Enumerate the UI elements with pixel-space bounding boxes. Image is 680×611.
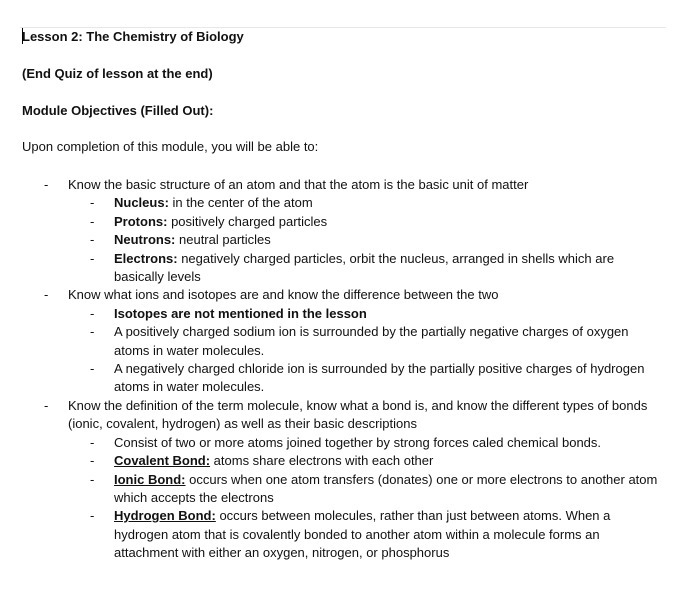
sub-list: [68, 194, 662, 286]
description: positively charged particles: [167, 213, 328, 229]
objective-text: Know what ions and isotopes are and know the difference between the two: [68, 287, 499, 303]
description: negatively charged particles, orbit the nucleus, arranged in shells which are basically levels: [114, 250, 615, 285]
description: Consist of two or more atoms joined together by strong forces caled chemical bonds.: [114, 434, 602, 450]
lesson-subtitle: (End Quiz of lesson at the end): [22, 66, 213, 81]
term: Covalent Bond:: [114, 453, 211, 469]
term: Ionic Bond:: [114, 471, 186, 487]
objective-text: Know the basic structure of an atom and that the atom is the basic unit of matter: [68, 177, 529, 192]
sub-item: [68, 305, 662, 323]
objective-item: [22, 286, 662, 396]
sub-item: [68, 231, 662, 249]
bullet-dash: -: [90, 195, 95, 211]
bullet-dash: -: [90, 305, 95, 321]
description: neutral particles: [175, 232, 271, 248]
document-page[interactable]: [22, 29, 662, 563]
bullet-dash: -: [44, 177, 49, 192]
bullet-dash: -: [90, 508, 95, 524]
bullet-dash: -: [90, 361, 95, 377]
bullet-dash: -: [90, 434, 95, 450]
bullet-dash: -: [90, 232, 95, 248]
sub-item: [68, 213, 662, 231]
lesson-title: Lesson 2: The Chemistry of Biology: [22, 29, 244, 44]
objectives-list: [22, 176, 662, 563]
objectives-heading: Module Objectives (Filled Out):: [22, 103, 214, 118]
bullet-dash: -: [90, 471, 95, 487]
bullet-dash: -: [44, 397, 49, 413]
bullet-dash: -: [90, 324, 95, 340]
term: Hydrogen Bond:: [114, 508, 216, 524]
intro-text: Upon completion of this module, you will be able to:: [22, 139, 319, 154]
sub-item: [68, 323, 662, 360]
objective-item: [22, 176, 662, 286]
term: Neutrons:: [114, 232, 176, 248]
bullet-dash: -: [90, 250, 95, 266]
sub-item: [68, 507, 662, 562]
description: in the center of the atom: [168, 195, 313, 211]
sub-item: [68, 434, 662, 452]
description: occurs when one atom transfers (donates) one or more electrons to another atom which accepts the electrons: [114, 471, 658, 505]
sub-item: [68, 250, 662, 287]
description: atoms share electrons with each other: [210, 453, 434, 469]
term: Nucleus:: [114, 195, 169, 211]
term: Isotopes are not mentioned in the lesson: [114, 305, 367, 321]
page-top-rule: [20, 27, 666, 28]
objective-item: [22, 397, 662, 563]
bullet-dash: -: [44, 287, 49, 303]
term: Electrons:: [114, 250, 178, 266]
sub-list: [68, 305, 662, 397]
bullet-dash: -: [90, 213, 95, 229]
term: Protons:: [114, 213, 168, 229]
sub-list: [68, 434, 662, 563]
sub-item: [68, 360, 662, 397]
sub-item: [68, 471, 662, 508]
description: A positively charged sodium ion is surrounded by the partially negative charges of oxygen atoms in water molecules.: [114, 324, 629, 358]
sub-item: [68, 194, 662, 212]
description: A negatively charged chloride ion is surrounded by the partially positive charges of hydrogen atoms in water molecules.: [114, 361, 645, 395]
bullet-dash: -: [90, 453, 95, 469]
sub-item: [68, 452, 662, 470]
objective-text: Know the definition of the term molecule, know what a bond is, and know the different types of bonds (ionic, covalent, hydrogen) as well as their basic descriptions: [68, 397, 648, 432]
description: occurs between molecules, rather than just between atoms. When a hydrogen atom that is covalently bonded to another atom within a molecule forms an attachment with either an oxygen, nitrogen, or phosphorus: [114, 508, 611, 561]
